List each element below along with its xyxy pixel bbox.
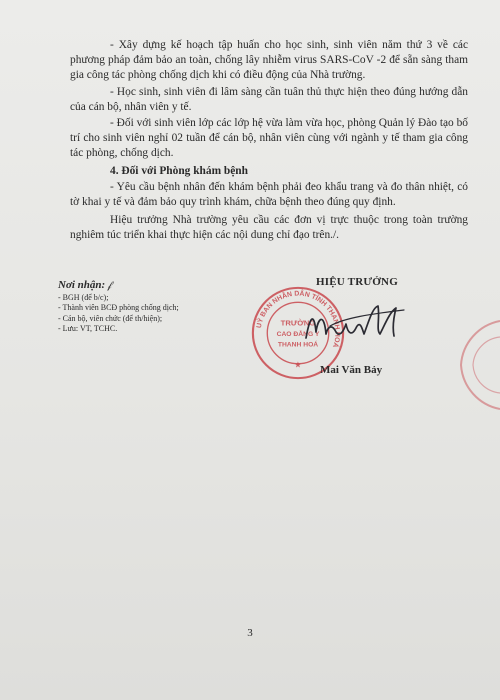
closing-paragraph: Hiệu trưởng Nhà trường yêu cầu các đơn vị trực thuộc trong toàn trường nghiêm túc triển khai thực hiện các nội dung chỉ đạo trên./. <box>70 214 468 242</box>
body-paragraph: - Xây dựng kế hoạch tập huấn cho học sinh, sinh viên năm thứ 3 về các phương pháp đảm bảo an toàn, chống lây nhiễm virus SARS-CoV -2 để sẵn sàng tham gia công tác phòng chống dịch khi có điều động của Nhà trường. <box>70 39 468 82</box>
recipient-item: - Lưu: VT, TCHC. <box>58 324 118 334</box>
signer-title: HIỆU TRƯỞNG <box>316 276 398 288</box>
svg-text:TRƯỜNG: TRƯỜNG <box>280 318 316 328</box>
section-paragraph: - Yêu cầu bệnh nhân đến khám bệnh phải đeo khẩu trang và đo thân nhiệt, có tờ khai y tế và đảm bảo quy trình khám, chữa bệnh theo đúng quy định. <box>70 180 468 209</box>
recipient-item: - Cán bộ, viên chức (để th/hiện); <box>58 313 163 323</box>
body-paragraph: - Học sinh, sinh viên đi lâm sàng cần tuân thủ thực hiện theo đúng hướng dẫn của cán bộ, nhân viên y tế. <box>70 85 468 113</box>
recipient-item: - Thành viên BCĐ phòng chống dịch; <box>58 303 179 313</box>
document-body <box>70 38 468 245</box>
recipients-list <box>58 293 258 335</box>
handwritten-signature <box>300 298 410 350</box>
signer-name: Mai Văn Bảy <box>320 364 383 376</box>
svg-text:CAO ĐẲNG Y: CAO ĐẲNG Y <box>276 330 320 338</box>
body-paragraph: - Đối với sinh viên lớp các lớp hệ vừa làm vừa học, phòng Quản lý Đào tạo bố trí cho sinh viên nghỉ 02 tuần để cán bộ, nhân viên cùng với ngành y tế tham gia công tác phòng, chống dịch. <box>70 117 468 160</box>
svg-text:THANH HOÁ: THANH HOÁ <box>277 341 319 349</box>
partial-stamp-edge <box>455 315 500 415</box>
svg-text:UỶ BAN NHÂN DÂN TỈNH THANH HOÁ: UỶ BAN NHÂN DÂN TỈNH THANH HOÁ <box>255 290 341 349</box>
handwritten-tick-icon: 𝒻 <box>107 280 112 291</box>
recipients-title: Nơi nhận: 𝒻 <box>58 279 112 291</box>
recipient-item: - BGH (để b/c); <box>58 292 109 302</box>
page-number: 3 <box>247 627 253 639</box>
recipients-block <box>58 280 258 335</box>
section-heading: 4. Đối với Phòng khám bệnh <box>110 164 248 177</box>
svg-text:★: ★ <box>294 359 302 370</box>
